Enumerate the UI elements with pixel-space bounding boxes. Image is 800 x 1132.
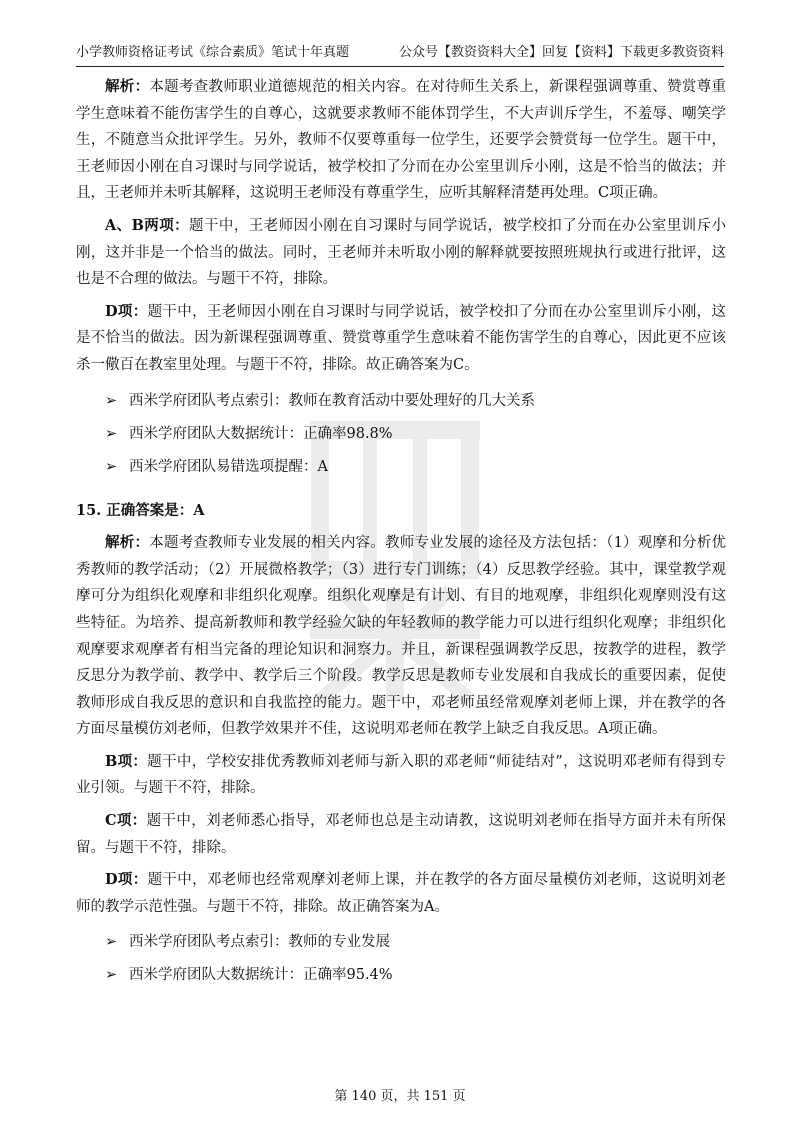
q14-bullet-warning [76, 451, 726, 484]
q15-option-c [76, 808, 726, 861]
q15-bullet-stats [76, 959, 726, 992]
arrow-bullet-icon: ➢ [105, 967, 118, 984]
q14-option-ab-label: A、B两项： [105, 216, 190, 234]
bullet-text: 西米学府团队考点索引：教师在教育活动中要处理好的几大关系 [129, 392, 535, 409]
arrow-bullet-icon: ➢ [105, 425, 118, 442]
q15-bullet-index [76, 926, 726, 959]
bullet-text: 西米学府团队考点索引：教师的专业发展 [129, 934, 390, 951]
q15-option-b-text: 题干中，学校安排优秀教师刘老师与新入职的邓老师“师徒结对”，这说明邓老师有得到专业引领。与题干不符，排除。 [76, 753, 726, 797]
q15-option-d-label: D项： [105, 871, 148, 889]
q15-option-d-text: 题干中，邓老师也经常观摩刘老师上课，并在教学的各方面尽量模仿刘老师，这说明刘老师的教学示范性强。与题干不符，排除。故正确答案为A。 [76, 872, 726, 915]
q14-option-d-text: 题干中，王老师因小刚在自习课时与同学说话，被学校扣了分而在办公室里训斥小刚，这是不恰当的做法。因为新课程强调尊重、赞赏尊重学生意味着不能伤害学生的自尊心，因此更不应该杀一儆百在教室里处理。与题干不符，排除。故正确答案为C。 [76, 303, 726, 373]
q14-option-ab [76, 213, 726, 293]
q15-analysis-text: 本题考查教师专业发展的相关内容。教师专业发展的途径及方法包括：（1）观摩和分析优秀教师的教学活动；（2）开展微格教学；（3）进行专门训练；（4）反思教学经验。其中，课堂教学观摩可分为组织化观摩和非组织化观摩。组织化观摩是有计划、有目的地观摩，非组织化观摩则没有这些特征。为培养、提高新教师和教学经验欠缺的年轻教师的教学能力可以进行组织化观摩；非组织化观摩要求观摩者有相当完备的理论知识和洞察力。并且，新课程强调教学反思，按教学的进程，教学反思分为教学前、教学中、教学后三个阶段。教学反思是教师专业发展和自我成长的重要因素，促使教师形成自我反思的意识和自我监控的能力。题干中，邓老师虽经常观摩刘老师上课，并在教学的各方面尽量模仿刘老师，但教学效果并不佳，这说明邓老师在教学上缺乏自我反思。A项正确。 [76, 535, 726, 738]
q14-analysis [76, 74, 726, 207]
page-number-footer: 第 140 页，共 151 页 [334, 1089, 466, 1104]
q14-bullet-index [76, 385, 726, 418]
q15-option-b-label: B项： [105, 752, 148, 770]
page-header [76, 44, 724, 67]
arrow-bullet-icon: ➢ [105, 458, 118, 475]
q15-option-b [76, 749, 726, 802]
q15-option-d [76, 867, 726, 920]
q15-option-c-text: 题干中，刘老师悉心指导，邓老师也总是主动请教，这说明刘老师在指导方面并未有所保留。与题干不符，排除。 [76, 813, 726, 856]
arrow-bullet-icon: ➢ [105, 392, 118, 409]
q15-option-c-label: C项： [105, 812, 147, 830]
bullet-text: 西米学府团队大数据统计：正确率98.8% [129, 425, 393, 442]
q14-option-d [76, 299, 726, 379]
q15-title: 15. 正确答案是：A [76, 501, 205, 519]
page-content [76, 74, 726, 992]
q14-bullet-stats [76, 418, 726, 451]
q14-analysis-text: 本题考查教师职业道德规范的相关内容。在对待师生关系上，新课程强调尊重、赞赏尊重学生意味着不能伤害学生的自尊心，这就要求教师不能体罚学生，不大声训斥学生，不羞辱、嘲笑学生，不随意当众批评学生。另外，教师不仅要尊重每一位学生，还要学会赞赏每一位学生。题干中，王老师因小刚在自习课时与同学说话，被学校扣了分而在办公室里训斥小刚，这是不恰当的做法；并且，王老师并未听其解释，这说明王老师没有尊重学生，应听其解释清楚再处理。C项正确。 [76, 79, 727, 202]
bullet-text: 西米学府团队大数据统计：正确率95.4% [129, 967, 393, 984]
q15-analysis-label: 解析： [105, 534, 150, 552]
q15-analysis [76, 530, 726, 743]
arrow-bullet-icon: ➢ [105, 934, 118, 951]
bullet-text: 西米学府团队易错选项提醒：A [129, 458, 328, 475]
header-left-title: 小学教师资格证考试《综合素质》笔试十年真题 [76, 45, 350, 60]
q14-analysis-label: 解析： [105, 78, 150, 95]
q14-option-d-label: D项： [105, 302, 148, 320]
header-right-promo: 公众号【教资资料大全】回复【资料】下载更多教资资料 [398, 45, 724, 60]
q14-option-ab-text: 题干中，王老师因小刚在自习课时与同学说话，被学校扣了分而在办公室里训斥小刚，这并非是一个恰当的做法。同时，王老师并未听取小刚的解释就要按照班规执行或进行批评，这也是不合理的做法。与题干不符，排除。 [76, 217, 727, 288]
